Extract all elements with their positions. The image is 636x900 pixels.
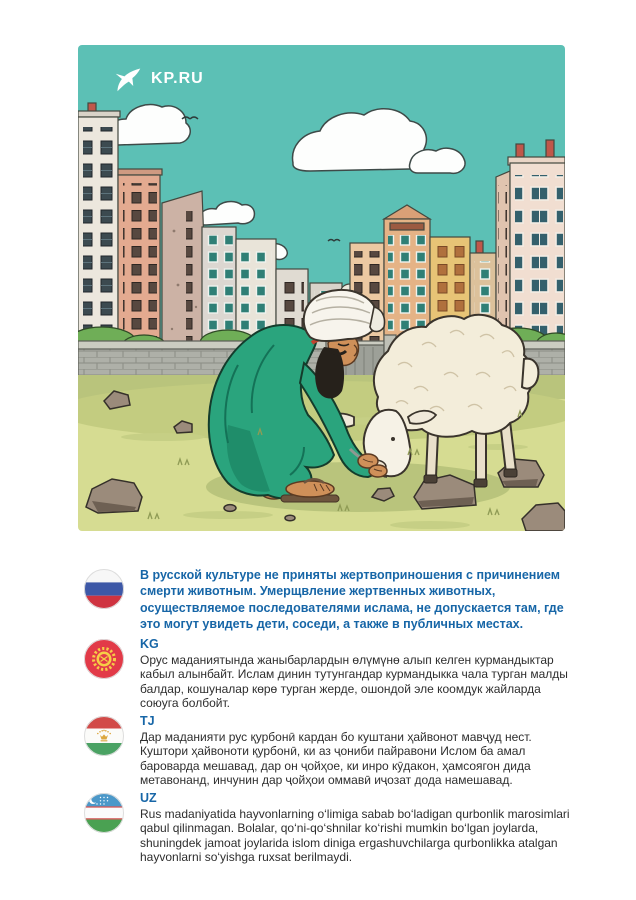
uz-text-block — [140, 791, 576, 865]
ru-paragraph: В русской культуре не приняты жертвоприношения с причинением смерти животным. Умерщвление жертвенных животных, осуществляемое последователями ислама, не допускается там, где это могут увидеть дети, соседи, а также в публичных местах. — [140, 568, 564, 632]
swallow-bird-icon — [114, 65, 142, 93]
kg-paragraph: Орус маданиятында жаныбарлардын өлүмүнө алып келген курмандыктар кабыл алынбайт. Ислам динин тутунгандар курмандыкка чала турган малды балдар, кошуналар көрө турган жерде, ошондой эле коомдук жайларда союуга болбойт. — [140, 653, 568, 711]
section-kg — [84, 637, 576, 711]
section-ru — [84, 567, 576, 633]
tj-paragraph: Дар маданияти рус қурбонӣ кардан бо куштани ҳайвонот мавҷуд нест. Куштори ҳайвоноти қурбонӣ, ки аз ҷониби пайравони Ислом ба амал бароварда мешавад, дар он ҷойҳое, ки инро кӯдакон, ҳамсоягон дида метавонанд, инчунин дар ҷойҳои оммавӣ иҷозат дода намешавад. — [140, 730, 532, 788]
uz-paragraph: Rus madaniyatida hayvonlarning o‘limiga sabab bo‘ladigan qurbonlik marosimlari qabul qilinmagan. Bolalar, qo‘ni-qo‘shnilar ko‘rishi mumkin bo‘lgan joylarda, shuningdek jamoat joylarida islom diniga ergashuvchilarga qurbonlikka atalgan hayvonlarni so‘yishga ruxsat berilmaydi. — [140, 807, 570, 865]
uzbekistan-flag-icon — [84, 793, 124, 833]
tajikistan-flag-icon — [84, 716, 124, 756]
tj-text-block — [140, 714, 576, 788]
kp-ru-logo — [114, 65, 204, 93]
sacrifice-city-illustration — [78, 45, 565, 531]
kg-text-block — [140, 637, 576, 711]
ru-text-block — [140, 567, 576, 633]
russia-flag-icon — [84, 569, 124, 609]
kp-ru-logo-text: KP.RU — [151, 70, 204, 87]
kg-heading: KG — [140, 637, 159, 651]
tj-heading: TJ — [140, 714, 155, 728]
section-uz — [84, 791, 576, 865]
kyrgyzstan-flag-icon — [84, 639, 124, 679]
section-tj — [84, 714, 576, 788]
uz-heading: UZ — [140, 791, 157, 805]
city-scene-drawing — [78, 45, 565, 531]
